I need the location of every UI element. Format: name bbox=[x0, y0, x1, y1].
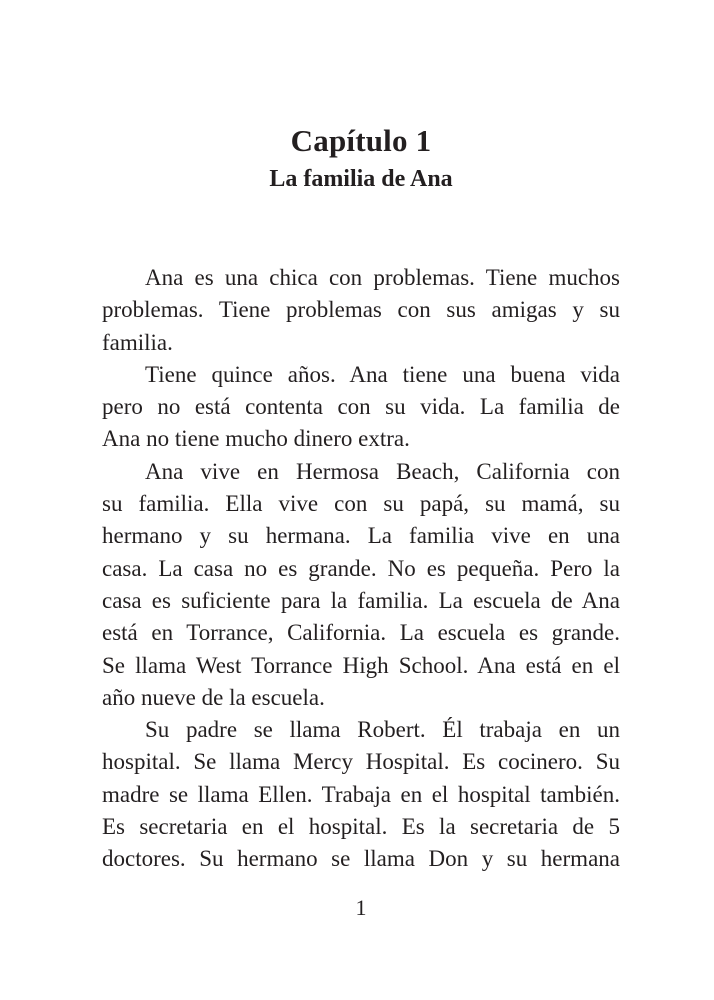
body-line: año nueve de la escuela. bbox=[102, 684, 325, 710]
body-line: problemas. Tiene problemas con sus amigas y su bbox=[102, 297, 620, 323]
body-line: hospital. Se llama Mercy Hospital. Es cocinero. Su bbox=[102, 749, 620, 775]
body-line: Tiene quince años. Ana tiene una buena vida bbox=[145, 361, 620, 387]
body-line: doctores. Su hermano se llama Don y su hermana bbox=[102, 846, 620, 872]
body-line: casa es suficiente para la familia. La escuela de Ana bbox=[102, 587, 620, 613]
body-line: Su padre se llama Robert. Él trabaja en un bbox=[145, 717, 620, 743]
body-line: Ana es una chica con problemas. Tiene muchos bbox=[145, 265, 620, 290]
body-line: pero no está contenta con su vida. La familia de bbox=[102, 394, 620, 420]
chapter-title: Capítulo 1 bbox=[290, 123, 432, 158]
body-line: casa. La casa no es grande. No es pequeña. Pero la bbox=[102, 555, 620, 581]
body-line: su familia. Ella vive con su papá, su mamá, su bbox=[102, 491, 620, 517]
body-text bbox=[102, 262, 620, 876]
body-line: Ana no tiene mucho dinero extra. bbox=[102, 426, 410, 452]
body-line: madre se llama Ellen. Trabaja en el hospital también. bbox=[102, 781, 620, 807]
body-line: Ana vive en Hermosa Beach, California con bbox=[145, 458, 620, 484]
body-line: hermano y su hermana. La familia vive en una bbox=[102, 523, 620, 549]
body-line: familia. bbox=[102, 329, 173, 355]
body-line: Es secretaria en el hospital. Es la secretaria de 5 bbox=[102, 814, 620, 840]
chapter-subtitle: La familia de Ana bbox=[269, 166, 453, 192]
page-number: 1 bbox=[355, 895, 367, 920]
body-line: Se llama West Torrance High School. Ana está en el bbox=[102, 652, 620, 678]
body-line: está en Torrance, California. La escuela es grande. bbox=[102, 620, 620, 646]
